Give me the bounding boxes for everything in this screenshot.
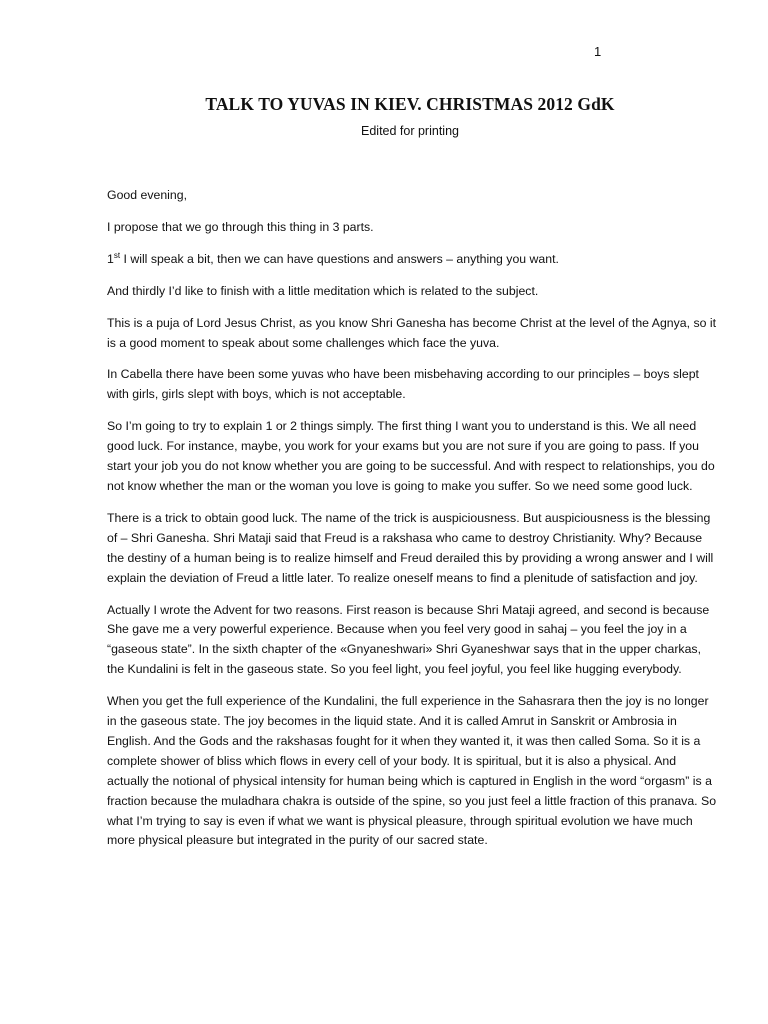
paragraph-puja: This is a puja of Lord Jesus Christ, as you know Shri Ganesha has become Christ at the level of the Agnya, so it is a good moment to speak about some challenges which face the yuva. [107,315,717,350]
paragraph-first-part-text: I will speak a bit, then we can have questions and answers – anything you want. [120,251,559,266]
paragraph-cabella: In Cabella there have been some yuvas who have been misbehaving according to our principles – boys slept with girls, girls slept with boys, which is not acceptable. [107,367,699,402]
paragraph-good-luck: So I’m going to try to explain 1 or 2 things simply. The first thing I want you to understand is this. We all need good luck. For instance, maybe, you work for your exams but you are not sure if you are going to pass. If you start your job you do not know whether you are going to be successful. And with respect to relationships, you do not know whether the man or the woman you love is going to make you suffer. So we need some good luck. [107,419,715,493]
page-number: 1 [594,44,602,59]
paragraph-auspiciousness: There is a trick to obtain good luck. The name of the trick is auspiciousness. But auspiciousness is the blessing of – Shri Ganesha. Shri Mataji said that Freud is a rakshasa who came to destroy Christianity. Why? Because the destiny of a human being is to realize himself and Freud derailed this by providing a wrong answer and I will explain the deviation of Freud a little later. To realize oneself means to find a plenitude of satisfaction and joy. [107,510,714,585]
ordinal-suffix: st [113,250,121,260]
document-subtitle: Edited for printing [361,124,459,138]
paragraph-first-part [107,250,717,270]
document-body [107,186,717,863]
document-title: TALK TO YUVAS IN KIEV. CHRISTMAS 2012 GdK [205,94,615,114]
ordinal-number: 1 [107,251,114,266]
paragraph-kundalini: When you get the full experience of the Kundalini, the full experience in the Sahasrara then the joy is no longer in the gaseous state. The joy becomes in the liquid state. And it is called Amrut in Sanskrit or Ambrosia in English. And the Gods and the rakshasas fought for it when they wanted it, it was then called Soma. So it is a complete shower of bliss which flows in every cell of your body. It is spiritual, but it is also a physical. And actually the notional of physical intensity for human being which is captured in English in the word “orgasm” is a fraction because the muladhara chakra is outside of the spine, so you just feel a little fraction of this pranava. So what I’m trying to say is even if what we want is physical pleasure, through spiritual evolution we have much more physical pleasure but integrated in the purity of our sacred state. [107,694,717,848]
paragraph-advent: Actually I wrote the Advent for two reasons. First reason is because Shri Mataji agreed, and second is because She gave me a very powerful experience. Because when you feel very good in sahaj – you feel the joy in a “gaseous state”. In the sixth chapter of the «Gnyaneshwari» Shri Gyaneshwar says that in the upper charkas, the Kundalini is felt in the gaseous state. So you feel light, you feel joyful, you feel like hugging everybody. [107,602,710,677]
paragraph-proposal: I propose that we go through this thing in 3 parts. [107,219,374,234]
paragraph-thirdly: And thirdly I’d like to finish with a little meditation which is related to the subject. [107,283,539,298]
paragraph-greeting: Good evening, [107,188,187,202]
